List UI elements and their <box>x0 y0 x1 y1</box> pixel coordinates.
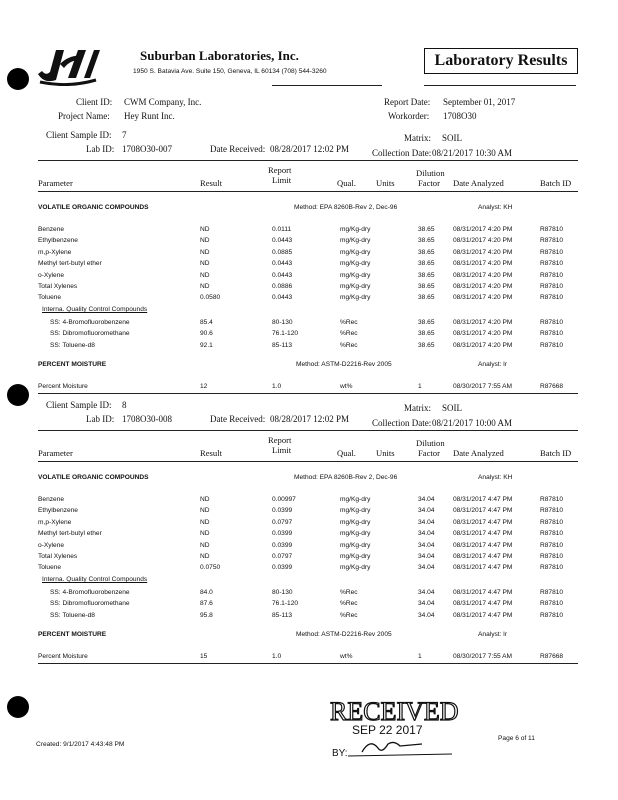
voc-row-batch-id: R87810 <box>540 553 564 560</box>
voc-row-date-analyzed: 08/31/2017 4:20 PM <box>453 226 513 233</box>
surrogate-row-units: %Rec <box>340 600 358 608</box>
footer-page: Page 6 of 11 <box>498 735 535 742</box>
collection-date-value: 08/21/2017 10:00 AM <box>432 418 513 428</box>
voc-row-result: ND <box>200 507 210 515</box>
voc-row-result: 0.0750 <box>200 564 221 572</box>
surrogate-row-result: 84.0 <box>200 589 213 596</box>
collection-date-label: Collection Date: <box>372 148 432 158</box>
collection-date-label: Collection Date: <box>372 418 432 428</box>
moisture-row-batch-id: R87668 <box>540 653 564 660</box>
workorder-label: Workorder: <box>388 111 430 121</box>
voc-row-result: 0.0580 <box>200 294 221 302</box>
moisture-method: Method: ASTM-D2216-Rev 2005 <box>296 631 392 638</box>
voc-row-parameter: Total Xylenes <box>38 553 78 560</box>
col-limit: Limit <box>272 445 292 455</box>
punch-hole-middle <box>7 384 29 406</box>
surrogate-row-limit: 80-130 <box>272 319 293 326</box>
surrogate-row-date-analyzed: 08/31/2017 4:20 PM <box>453 341 513 349</box>
col-dilution: Dilution <box>416 438 445 448</box>
client-sample-id-label: Client Sample ID: <box>46 400 112 410</box>
voc-row-batch-id: R87810 <box>540 294 564 302</box>
moisture-section-title: PERCENT MOISTURE <box>38 631 107 638</box>
moisture-row-result: 12 <box>200 383 208 390</box>
header-rule <box>272 85 382 86</box>
voc-row-date-analyzed: 08/31/2017 4:20 PM <box>453 248 513 256</box>
moisture-analyst: Analyst: lr <box>478 631 507 638</box>
voc-row-units: mg/Kg-dry <box>340 237 371 245</box>
voc-row-dilution: 34.04 <box>418 530 435 538</box>
moisture-row-units: wt% <box>340 653 353 660</box>
voc-row-parameter: Benzene <box>38 496 65 503</box>
voc-row-date-analyzed: 08/31/2017 4:20 PM <box>453 260 513 268</box>
stamp-date-text: SEP 22 2017 <box>352 723 423 737</box>
voc-row-result: ND <box>200 496 210 503</box>
date-received-value: 08/28/2017 12:02 PM <box>270 414 350 424</box>
voc-row-units: mg/Kg-dry <box>340 564 371 572</box>
voc-row-limit: 0.0443 <box>272 271 293 279</box>
voc-row-limit: 0.0399 <box>272 507 293 515</box>
voc-row-date-analyzed: 08/31/2017 4:47 PM <box>453 496 513 503</box>
voc-analyst: Analyst: KH <box>478 204 513 211</box>
voc-row-result: ND <box>200 248 210 256</box>
surrogate-row-limit: 76.1-120 <box>272 600 299 608</box>
voc-row-batch-id: R87810 <box>540 530 564 538</box>
moisture-row-parameter: Percent Moisture <box>38 653 88 660</box>
voc-row-batch-id: R87810 <box>540 237 564 245</box>
moisture-row-dilution: 1 <box>418 653 422 660</box>
voc-row-dilution: 38.65 <box>418 294 435 302</box>
voc-row-parameter: Ethylbenzene <box>38 507 78 515</box>
moisture-rule <box>38 393 578 394</box>
voc-row-batch-id: R87810 <box>540 260 564 268</box>
voc-row-units: mg/Kg-dry <box>340 541 371 549</box>
voc-row-limit: 0.0797 <box>272 518 293 526</box>
voc-row-units: mg/Kg-dry <box>340 530 371 538</box>
lab-id-label: Lab ID: <box>86 144 115 154</box>
voc-row-dilution: 34.04 <box>418 518 435 526</box>
surrogate-row-batch-id: R87810 <box>540 330 564 338</box>
punch-hole-bottom <box>7 696 29 718</box>
surrogate-row-units: %Rec <box>340 341 358 349</box>
lab-logo-icon <box>34 44 102 86</box>
moisture-row-parameter: Percent Moisture <box>38 383 88 390</box>
voc-row-units: mg/Kg-dry <box>340 294 371 302</box>
matrix-value: SOIL <box>442 403 462 413</box>
surrogate-row-batch-id: R87810 <box>540 600 564 608</box>
received-stamp-icon <box>322 690 462 760</box>
surrogate-row-dilution: 38.65 <box>418 319 435 326</box>
voc-row-parameter: o-Xylene <box>38 271 65 279</box>
voc-row-result: ND <box>200 553 210 560</box>
moisture-row-units: wt% <box>340 383 353 390</box>
voc-row-dilution: 34.04 <box>418 496 435 503</box>
surrogate-row-dilution: 38.65 <box>418 341 435 349</box>
footer-created: Created: 9/1/2017 4:43:48 PM <box>36 741 125 748</box>
qc-compounds-title: Interna. Quality Control Compounds <box>42 576 148 583</box>
voc-row-dilution: 38.65 <box>418 237 435 245</box>
moisture-section-title: PERCENT MOISTURE <box>38 361 107 368</box>
voc-row-batch-id: R87810 <box>540 271 564 279</box>
voc-row-limit: 0.0797 <box>272 553 293 560</box>
voc-row-units: mg/Kg-dry <box>340 283 371 290</box>
voc-row-units: mg/Kg-dry <box>340 248 371 256</box>
voc-row-limit: 0.0399 <box>272 564 293 572</box>
client-sample-id-label: Client Sample ID: <box>46 130 112 140</box>
voc-row-result: ND <box>200 541 210 549</box>
moisture-row-date-analyzed: 08/30/2017 7:55 AM <box>453 653 513 660</box>
report-date-value: September 01, 2017 <box>443 97 516 107</box>
voc-row-dilution: 34.04 <box>418 553 435 560</box>
surrogate-row-dilution: 34.04 <box>418 589 435 596</box>
sample-divider <box>38 430 578 431</box>
lab-name: Suburban Laboratories, Inc. <box>140 48 299 63</box>
col-qual: Qual. <box>337 448 356 458</box>
voc-row-parameter: Ethylbenzene <box>38 237 78 245</box>
surrogate-row-date-analyzed: 08/31/2017 4:47 PM <box>453 600 513 608</box>
lab-id-label: Lab ID: <box>86 414 115 424</box>
voc-row-batch-id: R87810 <box>540 496 564 503</box>
surrogate-row-parameter: SS: Dibromofluoromethane <box>50 330 130 338</box>
moisture-analyst: Analyst: lr <box>478 361 507 368</box>
voc-row-parameter: m,p-Xylene <box>38 518 72 526</box>
col-result: Result <box>200 178 222 188</box>
surrogate-row-date-analyzed: 08/31/2017 4:47 PM <box>453 611 513 619</box>
voc-row-date-analyzed: 08/31/2017 4:20 PM <box>453 283 513 290</box>
moisture-method: Method: ASTM-D2216-Rev 2005 <box>296 361 392 368</box>
voc-row-result: ND <box>200 283 210 290</box>
voc-row-parameter: o-Xylene <box>38 541 65 549</box>
col-date-analyzed: Date Analyzed <box>453 178 504 188</box>
col-parameter: Parameter <box>38 448 73 458</box>
surrogate-row-date-analyzed: 08/31/2017 4:20 PM <box>453 319 513 326</box>
project-label: Project Name: <box>58 111 110 121</box>
client-id-value: CWM Company, Inc. <box>124 97 202 107</box>
surrogate-row-limit: 80-130 <box>272 589 293 596</box>
surrogate-row-parameter: SS: Toluene-d8 <box>50 341 95 349</box>
client-sample-id-value: 8 <box>122 400 127 410</box>
lab-id-value: 1708O30-008 <box>122 414 172 424</box>
voc-section-title: VOLATILE ORGANIC COMPOUNDS <box>38 204 149 211</box>
voc-row-units: mg/Kg-dry <box>340 271 371 279</box>
voc-row-batch-id: R87810 <box>540 226 564 233</box>
surrogate-row-parameter: SS: 4-Bromofluorobenzene <box>50 589 130 596</box>
surrogate-row-date-analyzed: 08/31/2017 4:20 PM <box>453 330 513 338</box>
voc-row-date-analyzed: 08/31/2017 4:47 PM <box>453 553 513 560</box>
surrogate-row-parameter: SS: Toluene-d8 <box>50 611 95 619</box>
voc-row-batch-id: R87810 <box>540 507 564 515</box>
voc-row-batch-id: R87810 <box>540 518 564 526</box>
surrogate-row-limit: 76.1-120 <box>272 330 299 338</box>
surrogate-row-date-analyzed: 08/31/2017 4:47 PM <box>453 589 513 596</box>
voc-row-parameter: Methyl tert-butyl ether <box>38 530 102 538</box>
voc-row-date-analyzed: 08/31/2017 4:47 PM <box>453 518 513 526</box>
voc-row-date-analyzed: 08/31/2017 4:20 PM <box>453 271 513 279</box>
surrogate-row-batch-id: R87810 <box>540 319 564 326</box>
voc-row-parameter: Toluene <box>38 294 62 302</box>
voc-row-result: ND <box>200 271 210 279</box>
surrogate-row-units: %Rec <box>340 589 358 596</box>
workorder-value: 1708O30 <box>443 111 477 121</box>
surrogate-row-units: %Rec <box>340 611 358 619</box>
col-batch-id: Batch ID <box>540 178 572 188</box>
matrix-label: Matrix: <box>404 403 431 413</box>
voc-row-dilution: 34.04 <box>418 541 435 549</box>
col-report: Report <box>268 435 292 445</box>
voc-row-limit: 0.0399 <box>272 530 293 538</box>
voc-row-date-analyzed: 08/31/2017 4:47 PM <box>453 564 513 572</box>
punch-hole-top <box>7 68 29 90</box>
voc-method: Method: EPA 8260B-Rev 2, Dec-96 <box>294 204 398 211</box>
col-result: Result <box>200 448 222 458</box>
voc-row-dilution: 38.65 <box>418 271 435 279</box>
voc-row-result: ND <box>200 260 210 268</box>
voc-row-units: mg/Kg-dry <box>340 553 371 560</box>
voc-row-units: mg/Kg-dry <box>340 496 371 503</box>
surrogate-row-limit: 85-113 <box>272 611 293 619</box>
voc-row-limit: 0.0885 <box>272 248 293 256</box>
col-batch-id: Batch ID <box>540 448 572 458</box>
voc-row-units: mg/Kg-dry <box>340 260 371 268</box>
col-date-analyzed: Date Analyzed <box>453 448 504 458</box>
moisture-row-result: 15 <box>200 653 208 660</box>
sample-divider <box>38 160 578 161</box>
col-report: Report <box>268 165 292 175</box>
doc-title: Laboratory Results <box>424 48 578 74</box>
voc-row-date-analyzed: 08/31/2017 4:20 PM <box>453 237 513 245</box>
date-received-label: Date Received: <box>210 414 266 424</box>
voc-row-result: ND <box>200 237 210 245</box>
voc-row-limit: 0.0443 <box>272 294 293 302</box>
surrogate-row-parameter: SS: Dibromofluoromethane <box>50 600 130 608</box>
moisture-row-limit: 1.0 <box>272 653 282 660</box>
date-received-value: 08/28/2017 12:02 PM <box>270 144 350 154</box>
col-factor: Factor <box>418 178 440 188</box>
surrogate-row-units: %Rec <box>340 319 358 326</box>
surrogate-row-result: 85.4 <box>200 319 213 326</box>
collection-date-value: 08/21/2017 10:30 AM <box>432 148 513 158</box>
date-received-label: Date Received: <box>210 144 266 154</box>
surrogate-row-batch-id: R87810 <box>540 611 564 619</box>
voc-row-batch-id: R87810 <box>540 541 564 549</box>
voc-row-dilution: 38.65 <box>418 283 435 290</box>
lab-address: 1950 S. Batavia Ave. Suite 150, Geneva, IL 60134 (708) 544-3260 <box>133 68 327 75</box>
voc-row-dilution: 38.65 <box>418 260 435 268</box>
voc-row-result: ND <box>200 518 210 526</box>
surrogate-row-batch-id: R87810 <box>540 341 564 349</box>
voc-row-result: ND <box>200 530 210 538</box>
voc-section-title: VOLATILE ORGANIC COMPOUNDS <box>38 474 149 481</box>
voc-row-date-analyzed: 08/31/2017 4:20 PM <box>453 294 513 302</box>
col-factor: Factor <box>418 448 440 458</box>
voc-row-batch-id: R87810 <box>540 248 564 256</box>
lab-id-value: 1708O30-007 <box>122 144 172 154</box>
voc-row-parameter: Methyl tert-butyl ether <box>38 260 102 268</box>
surrogate-row-result: 92.1 <box>200 341 213 349</box>
surrogate-row-dilution: 34.04 <box>418 611 435 619</box>
surrogate-row-dilution: 38.65 <box>418 330 435 338</box>
surrogate-row-units: %Rec <box>340 330 358 338</box>
voc-row-dilution: 34.04 <box>418 564 435 572</box>
stamp-by-text: BY: <box>332 748 348 759</box>
col-dilution: Dilution <box>416 168 445 178</box>
voc-row-date-analyzed: 08/31/2017 4:47 PM <box>453 541 513 549</box>
client-id-label: Client ID: <box>76 97 113 107</box>
col-limit: Limit <box>272 175 292 185</box>
surrogate-row-batch-id: R87810 <box>540 589 564 596</box>
voc-row-limit: 0.0399 <box>272 541 293 549</box>
matrix-value: SOIL <box>442 133 462 143</box>
matrix-label: Matrix: <box>404 133 431 143</box>
voc-row-units: mg/Kg-dry <box>340 518 371 526</box>
project-value: Hey Runt Inc. <box>124 111 175 121</box>
col-parameter: Parameter <box>38 178 73 188</box>
voc-row-units: mg/Kg-dry <box>340 226 371 233</box>
column-header-rule <box>38 191 578 192</box>
moisture-row-batch-id: R87668 <box>540 383 564 390</box>
voc-row-result: ND <box>200 226 210 233</box>
qc-compounds-title: Interna. Quality Control Compounds <box>42 306 148 313</box>
voc-row-dilution: 38.65 <box>418 226 435 233</box>
voc-row-batch-id: R87810 <box>540 283 564 290</box>
voc-row-units: mg/Kg-dry <box>340 507 371 515</box>
voc-row-dilution: 34.04 <box>418 507 435 515</box>
voc-row-date-analyzed: 08/31/2017 4:47 PM <box>453 530 513 538</box>
surrogate-row-result: 95.8 <box>200 611 213 619</box>
voc-row-batch-id: R87810 <box>540 564 564 572</box>
column-header-rule <box>38 461 578 462</box>
surrogate-row-limit: 85-113 <box>272 341 293 349</box>
surrogate-row-parameter: SS: 4-Bromofluorobenzene <box>50 319 130 326</box>
surrogate-row-result: 87.6 <box>200 600 213 608</box>
voc-row-parameter: Benzene <box>38 226 65 233</box>
voc-row-limit: 0.00997 <box>272 496 296 503</box>
voc-row-parameter: m,p-Xylene <box>38 248 72 256</box>
col-qual: Qual. <box>337 178 356 188</box>
voc-row-limit: 0.0443 <box>272 237 293 245</box>
voc-analyst: Analyst: KH <box>478 474 513 481</box>
col-units: Units <box>376 178 395 188</box>
moisture-row-date-analyzed: 08/30/2017 7:55 AM <box>453 383 513 390</box>
moisture-row-dilution: 1 <box>418 383 422 390</box>
voc-row-limit: 0.0111 <box>272 226 292 233</box>
report-date-label: Report Date: <box>384 97 431 107</box>
moisture-row-limit: 1.0 <box>272 383 282 390</box>
stamp-received-text: RECEIVED <box>330 697 459 726</box>
voc-row-date-analyzed: 08/31/2017 4:47 PM <box>453 507 513 515</box>
moisture-rule <box>38 663 578 664</box>
voc-row-limit: 0.0443 <box>272 260 293 268</box>
voc-row-parameter: Total Xylenes <box>38 283 78 290</box>
header-rule-right <box>424 85 576 86</box>
client-sample-id-value: 7 <box>122 130 127 140</box>
voc-row-parameter: Toluene <box>38 564 62 572</box>
col-units: Units <box>376 448 395 458</box>
voc-row-limit: 0.0886 <box>272 283 293 290</box>
voc-method: Method: EPA 8260B-Rev 2, Dec-96 <box>294 474 398 481</box>
surrogate-row-result: 90.6 <box>200 330 213 338</box>
surrogate-row-dilution: 34.04 <box>418 600 435 608</box>
voc-row-dilution: 38.65 <box>418 248 435 256</box>
